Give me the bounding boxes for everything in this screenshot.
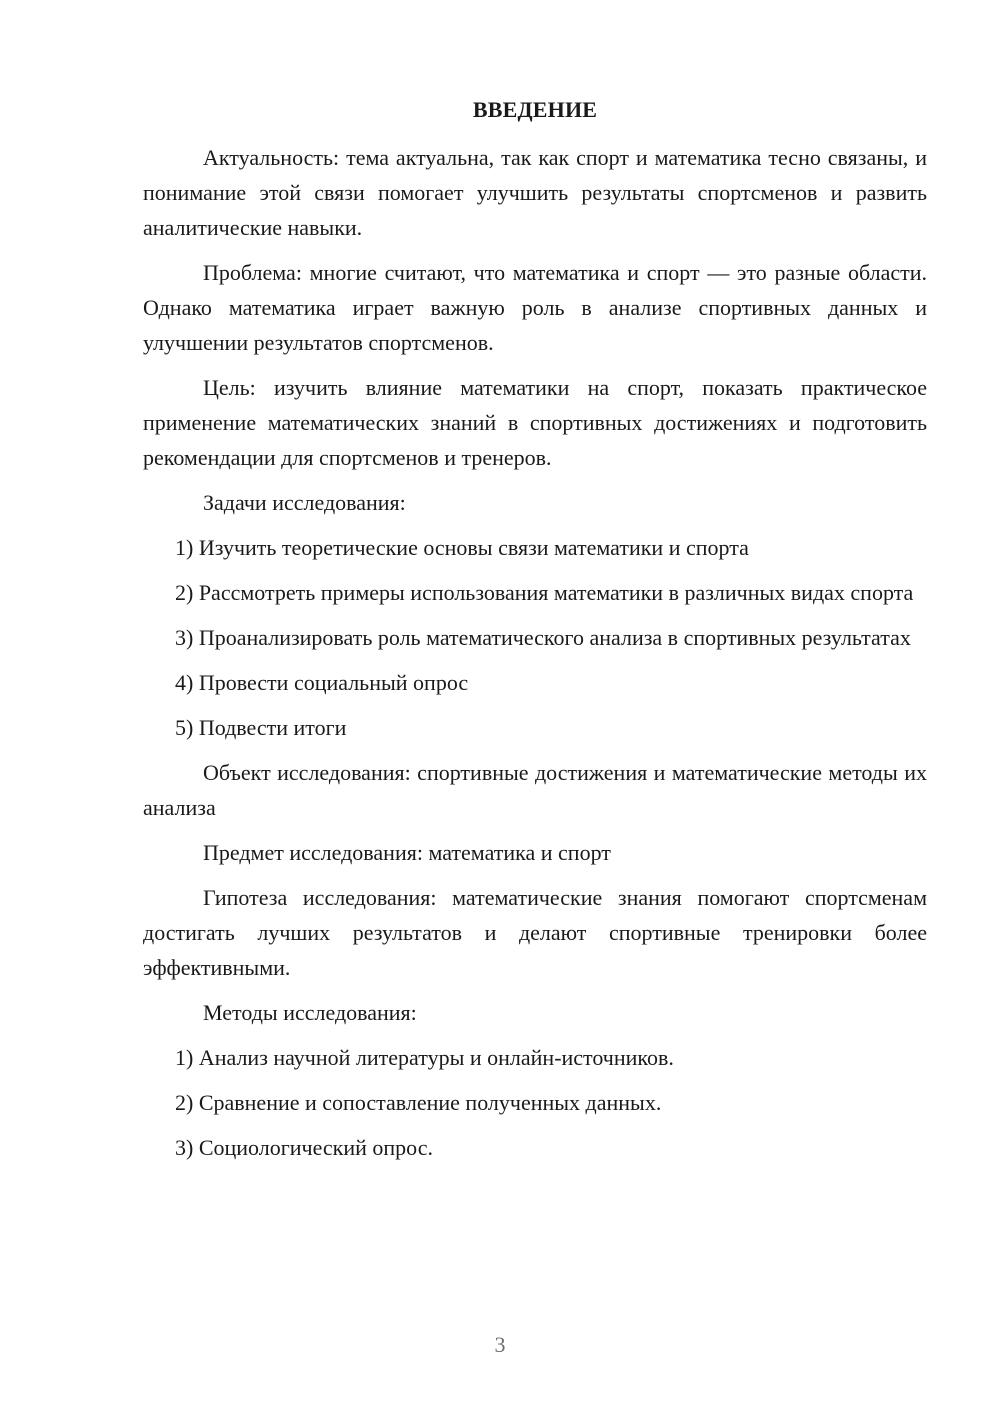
- method-item: 3) Социологический опрос.: [175, 1135, 433, 1160]
- hypothesis-paragraph: Гипотеза исследования: математические знания помогают спортсменам достигать лучших результатов и делают спортивные тренировки более эффективными.: [143, 885, 927, 980]
- task-item: 4) Провести социальный опрос: [175, 670, 469, 695]
- method-item: 1) Анализ научной литературы и онлайн-источников.: [175, 1045, 674, 1070]
- relevance-paragraph: Актуальность: тема актуальна, так как спорт и математика тесно связаны, и понимание этой связи помогает улучшить результаты спортсменов и развить аналитические навыки.: [143, 145, 927, 240]
- subject-paragraph: Предмет исследования: математика и спорт: [203, 840, 611, 865]
- page-content: [143, 92, 927, 1175]
- section-heading: ВВЕДЕНИЕ: [472, 97, 598, 122]
- page-number: 3: [494, 1332, 506, 1357]
- problem-paragraph: Проблема: многие считают, что математика и спорт — это разные области. Однако математика играет важную роль в анализе спортивных данных и улучшении результатов спортсменов.: [143, 260, 927, 355]
- task-item: 3) Проанализировать роль математического анализа в спортивных результатах: [175, 625, 911, 650]
- method-item: 2) Сравнение и сопоставление полученных данных.: [175, 1090, 662, 1115]
- goal-paragraph: Цель: изучить влияние математики на спорт, показать практическое применение математических знаний в спортивных достижениях и подготовить рекомендации для спортсменов и тренеров.: [143, 375, 927, 470]
- task-item: 5) Подвести итоги: [175, 715, 347, 740]
- task-item: 2) Рассмотреть примеры использования математики в различных видах спорта: [175, 580, 914, 605]
- tasks-heading: Задачи исследования:: [203, 490, 406, 515]
- task-item: 1) Изучить теоретические основы связи математики и спорта: [175, 535, 749, 560]
- object-paragraph: Объект исследования: спортивные достижения и математические методы их анализа: [143, 760, 927, 820]
- methods-heading: Методы исследования:: [203, 1000, 417, 1025]
